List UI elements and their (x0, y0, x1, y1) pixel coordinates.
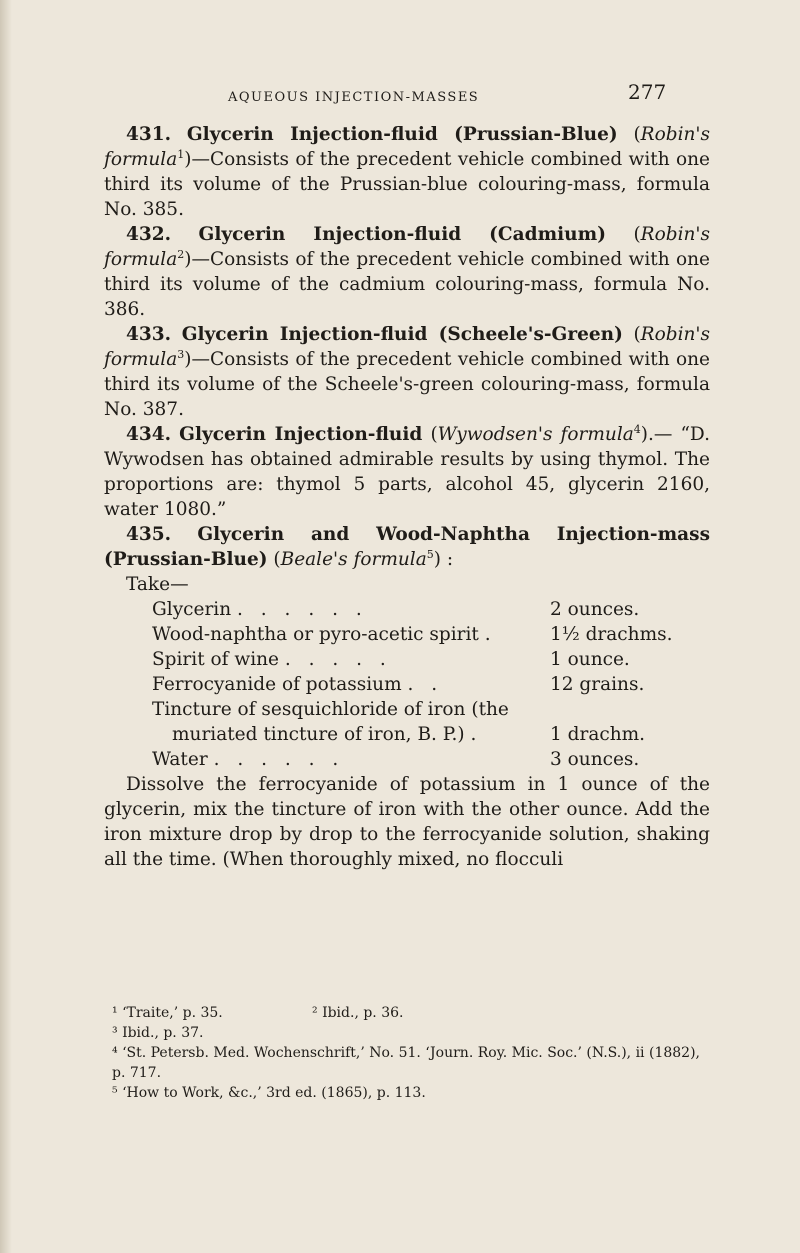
quantity: 12 grains. (550, 674, 645, 695)
recipe-list (104, 597, 710, 772)
body-text (104, 122, 710, 872)
quantity: 1 ounce. (550, 649, 630, 670)
ref-open: ( (430, 424, 438, 445)
paragraph-text: —Consists of the precedent vehicle combined with one third its volume of the Scheele's-green colouring-mass, formula No. 387. (104, 349, 710, 420)
footnotes (112, 1003, 712, 1103)
quantity: 1½ drachms. (550, 624, 673, 645)
leader-dots: . . . . . (284, 649, 392, 670)
leader-dots: . . . . . . (237, 599, 368, 620)
footnote-4: ⁴ ‘St. Petersb. Med. Wochenschrift,’ No. 51. ‘Journ. Roy. Mic. Soc.’ (N.S.), ii (1882), p. 717. (112, 1045, 700, 1081)
ref-open: ( (273, 549, 281, 570)
paragraph-433 (104, 322, 710, 422)
ingredient: muriated tincture of iron, B. P.) (172, 724, 465, 745)
closing-paragraph: Dissolve the ferrocyanide of potassium in 1 ounce of the glycerin, mix the tincture of iron with the other ounce. Add the iron mixture drop by drop to the ferrocyanide solution, shaking all the time. (When thoroughly mixed, no flocculi (104, 774, 710, 870)
formula-reference: Robin's formula (104, 124, 710, 170)
ingredient: Water (152, 749, 208, 770)
paragraph-text: — “D. Wywodsen has obtained admirable results by using thymol. The proportions are: thymol 5 parts, alcohol 45, glycerin 2160, water 1080.” (104, 424, 710, 520)
running-head: AQUEOUS INJECTION-MASSES (228, 90, 480, 105)
recipe-row (152, 697, 710, 722)
ingredient: Tincture of sesquichloride of iron (the (152, 699, 509, 720)
paragraph-435 (104, 522, 710, 572)
ref-open: ( (633, 324, 641, 345)
paragraph-434 (104, 422, 710, 522)
paragraph-title: Glycerin and Wood-Naphtha Injection-mass (Prussian-Blue) (104, 524, 711, 570)
paragraph-number: 435. (126, 524, 172, 545)
footnote-marker: 3 (177, 347, 185, 361)
formula-reference: Robin's formula (104, 324, 710, 370)
page-edge (0, 0, 12, 1253)
footnote-marker: 2 (177, 247, 185, 261)
formula-reference: Robin's formula (104, 224, 710, 270)
recipe-row (152, 647, 710, 672)
ingredient: Wood-naphtha or pyro-acetic spirit (152, 624, 479, 645)
paragraph-text: —Consists of the precedent vehicle combined with one third its volume of the cadmium colouring-mass, formula No. 386. (104, 249, 710, 320)
ref-open: ( (633, 124, 641, 145)
paragraph-title: Glycerin Injection-fluid (Prussian-Blue) (186, 124, 618, 145)
paragraph-title: Glycerin Injection-fluid (Cadmium) (198, 224, 606, 245)
page-number: 277 (628, 80, 667, 104)
ref-close: ) (184, 349, 192, 370)
paragraph-text: —Consists of the precedent vehicle combined with one third its volume of the Prussian-blue colouring-mass, formula No. 385. (104, 149, 710, 220)
footnote-marker: 1 (177, 147, 185, 161)
ref-close: ) : (433, 549, 454, 570)
quantity: 3 ounces. (550, 749, 640, 770)
formula-reference: Wywodsen's formula (437, 424, 634, 445)
leader-dots: . . . . . . (213, 749, 345, 770)
leader-dots: . . (407, 674, 444, 695)
take-label: Take— (126, 574, 189, 595)
ref-close: ) (184, 249, 192, 270)
paragraph-title: Glycerin Injection-fluid (Scheele's-Green) (181, 324, 623, 345)
ingredient: Glycerin (152, 599, 232, 620)
paragraph-number: 432. (126, 224, 172, 245)
paragraph-title: Glycerin Injection-fluid (179, 424, 423, 445)
paragraph-number: 434. (126, 424, 172, 445)
quantity (550, 697, 710, 722)
recipe-row (152, 747, 710, 772)
ref-close: ) (184, 149, 192, 170)
ref-open: ( (633, 224, 641, 245)
ingredient: Spirit of wine (152, 649, 279, 670)
quantity: 1 drachm. (550, 724, 646, 745)
footnote-1: ¹ ‘Traite,’ p. 35. (112, 1005, 223, 1021)
formula-reference: Beale's formula (280, 549, 427, 570)
ref-close: ). (640, 424, 654, 445)
paragraph-number: 433. (126, 324, 172, 345)
recipe-row (152, 597, 710, 622)
recipe-row (152, 622, 710, 647)
leader-dots: . (484, 624, 497, 645)
footnote-marker: 4 (633, 422, 641, 436)
ingredient: Ferrocyanide of potassium (152, 674, 402, 695)
paragraph-431 (104, 122, 710, 222)
leader-dots: . (470, 724, 483, 745)
footnote-5: ⁵ ‘How to Work, &c.,’ 3rd ed. (1865), p. 113. (112, 1085, 426, 1101)
footnote-marker: 5 (426, 547, 434, 561)
footnote-2: ² Ibid., p. 36. (312, 1005, 404, 1021)
recipe-row (152, 722, 710, 747)
paragraph-number: 431. (126, 124, 172, 145)
recipe-row (152, 672, 710, 697)
paragraph-432 (104, 222, 710, 322)
footnote-3: ³ Ibid., p. 37. (112, 1025, 204, 1041)
quantity: 2 ounces. (550, 599, 640, 620)
